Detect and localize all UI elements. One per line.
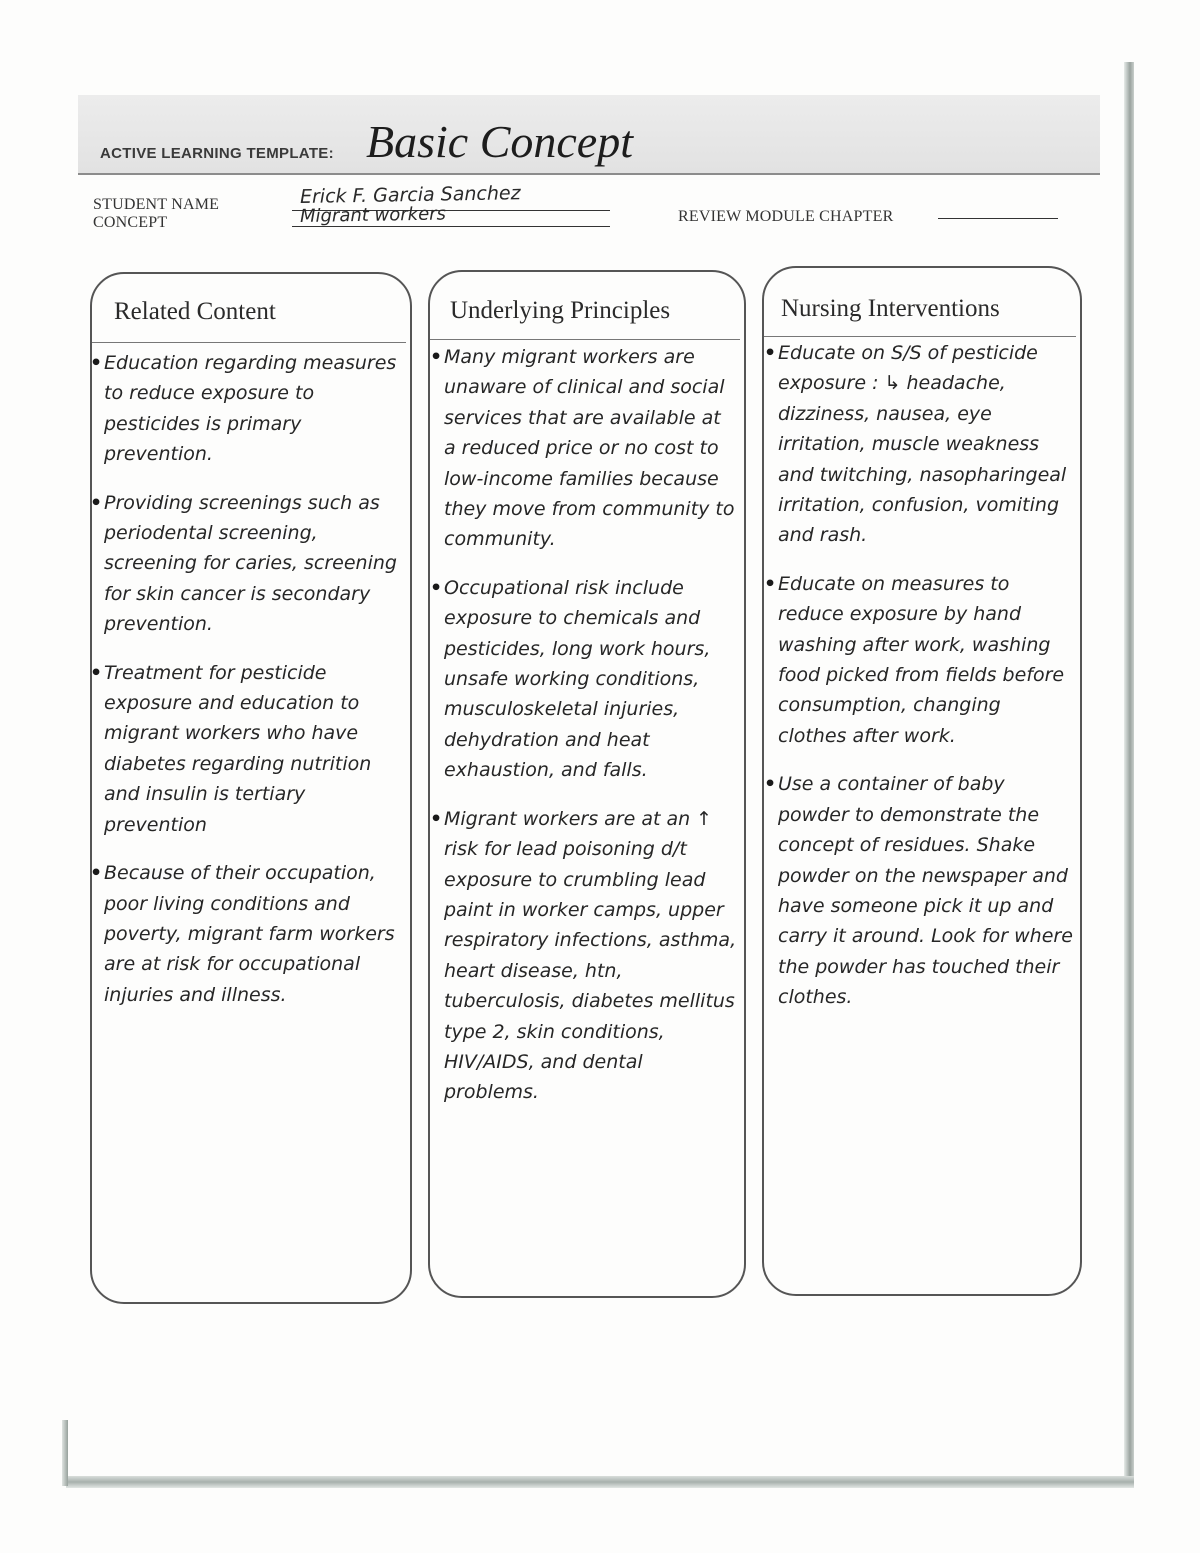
underlying-principles-title: Underlying Principles [450,297,671,324]
related-content-rule [92,342,406,343]
underlying-principles-item: • Occupational risk include exposure to chemicals and pesticides, long work hours, unsafe working conditions, musculoskeletal injuries, dehydration and heat exhaustion, and falls. [432,573,738,786]
related-content-item: • Providing screenings such as periodental screening, screening for caries, screening for skin cancer is secondary prevention. [92,488,404,640]
student-name-label: STUDENT NAME [93,196,220,213]
template-title: Basic Concept [366,116,633,167]
concept-label: CONCEPT [93,214,168,231]
review-module-line [938,218,1058,219]
related-content-title: Related Content [114,298,276,325]
related-content-item: • Education regarding measures to reduce exposure to pesticides is primary prevention. [92,348,404,470]
related-content-item: • Because of their occupation, poor living conditions and poverty, migrant farm workers are at risk for occupational injuries and illness. [92,858,404,1010]
template-label: ACTIVE LEARNING TEMPLATE: [100,145,334,162]
underlying-principles-item: • Migrant workers are at an ↑ risk for lead poisoning d/t exposure to crumbling lead paint in worker camps, upper respiratory infections, asthma, heart disease, htn, tuberculosis, diabetes mellitus type 2, skin conditions, HIV/AIDS, and dental problems. [432,804,738,1108]
concept-value: Migrant workers [299,203,447,227]
nursing-interventions-item: • Educate on measures to reduce exposure by hand washing after work, washing food picked from fields before consumption, changing clothes after work. [766,569,1074,751]
scan-edge-right [1124,62,1134,1482]
nursing-interventions-title: Nursing Interventions [781,295,1000,322]
student-name-value: Erick F. Garcia Sanchez [299,182,521,208]
nursing-interventions-list [766,338,1074,1031]
underlying-principles-list [432,342,738,1126]
underlying-principles-rule [430,339,740,340]
nursing-interventions-item: • Use a container of baby powder to demonstrate the concept of residues. Shake powder on the newspaper and have someone pick it up and carry it around. Look for where the powder has touched their clothes. [766,769,1074,1012]
concept-line [292,226,610,227]
nursing-interventions-rule [764,336,1076,337]
scan-edge-left [62,1420,68,1486]
review-module-label: REVIEW MODULE CHAPTER [678,208,894,225]
underlying-principles-item: • Many migrant workers are unaware of clinical and social services that are available at a reduced price or no cost to low-income families because they move from community to community. [432,342,738,555]
nursing-interventions-item: • Educate on S/S of pesticide exposure : ↳ headache, dizziness, nausea, eye irritation, muscle weakness and twitching, nasopharingeal irritation, confusion, vomiting and rash. [766,338,1074,551]
related-content-item: • Treatment for pesticide exposure and education to migrant workers who have diabetes regarding nutrition and insulin is tertiary prevention [92,658,404,840]
scan-edge-bottom [66,1476,1134,1488]
related-content-list [92,348,404,1028]
